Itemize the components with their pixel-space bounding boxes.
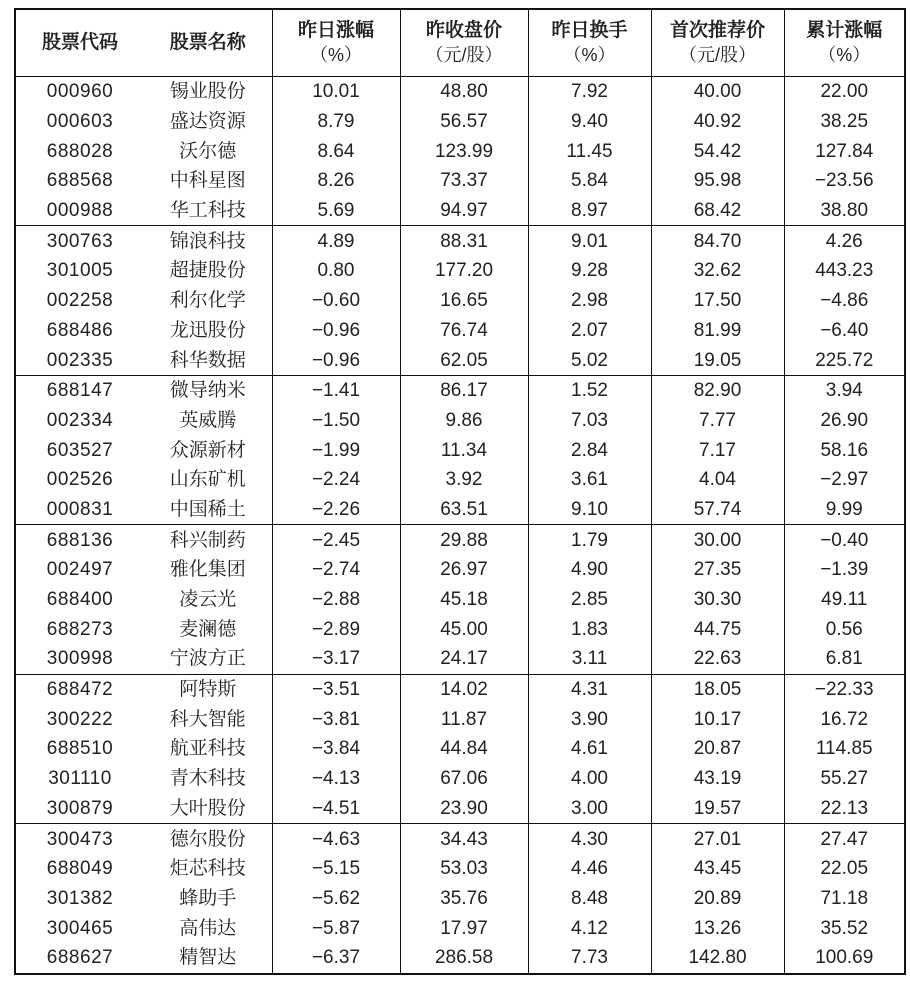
stock-code-cell: 300998: [15, 644, 144, 674]
recommend-price-cell: 82.90: [651, 375, 784, 405]
table-row: [15, 555, 905, 585]
recommend-price-cell: 95.98: [651, 166, 784, 196]
recommend-price-cell: 27.01: [651, 824, 784, 854]
stock-code-cell: 002335: [15, 345, 144, 375]
close-price-cell: 53.03: [400, 854, 528, 884]
turnover-cell: 9.10: [528, 495, 651, 525]
stock-code-cell: 688273: [15, 614, 144, 644]
stock-name-cell: 锡业股份: [169, 81, 246, 103]
turnover-cell: 9.40: [528, 107, 651, 137]
stock-name-cell: 精智达: [144, 943, 272, 974]
change-cell: 5.69: [272, 196, 400, 226]
cumulative-change-cell: −4.86: [784, 286, 905, 316]
stock-name-cell: 锦浪科技: [169, 230, 246, 252]
cumulative-change-cell: 58.16: [784, 435, 905, 465]
table-row: [15, 704, 905, 734]
recommend-price-cell: 44.75: [651, 614, 784, 644]
recommend-price-cell: 19.57: [651, 794, 784, 824]
stock-name-cell: 沃尔德: [179, 140, 237, 162]
cumulative-change-cell: 16.72: [784, 704, 905, 734]
change-cell: −0.96: [272, 345, 400, 375]
turnover-cell: 4.46: [528, 854, 651, 884]
stock-code-cell: 000988: [15, 196, 144, 226]
change-cell: −0.96: [272, 316, 400, 346]
close-price-cell: 88.31: [400, 226, 528, 256]
change-cell: −5.62: [272, 884, 400, 914]
stock-name-cell: 高伟达: [179, 917, 237, 939]
table-row: [15, 644, 905, 674]
change-cell: −3.81: [272, 704, 400, 734]
turnover-cell: 3.90: [528, 704, 651, 734]
stock-name-cell: 炬芯科技: [169, 858, 246, 880]
close-price-cell: 177.20: [400, 256, 528, 286]
close-price-cell: 3.92: [400, 465, 528, 495]
cumulative-change-cell: −0.40: [784, 525, 905, 555]
recommend-price-cell: 43.19: [651, 764, 784, 794]
turnover-cell: 5.84: [528, 166, 651, 196]
cumulative-change-cell: 38.25: [784, 107, 905, 137]
stock-code-cell: 688486: [15, 316, 144, 346]
turnover-cell: 4.31: [528, 674, 651, 704]
turnover-cell: 4.00: [528, 764, 651, 794]
cumulative-change-cell: 3.94: [784, 375, 905, 405]
recommend-price-cell: 13.26: [651, 913, 784, 943]
stock-name-cell: 科华数据: [144, 345, 272, 375]
stock-name-cell: 蜂助手: [179, 887, 237, 909]
stock-code-cell: 688568: [15, 166, 144, 196]
header-stock-code: 股票代码: [15, 9, 144, 77]
table-row: [15, 406, 905, 436]
stock-code-cell: 300465: [15, 913, 144, 943]
turnover-cell: 8.97: [528, 196, 651, 226]
stock-code-cell: 300222: [15, 704, 144, 734]
cumulative-change-cell: 49.11: [784, 585, 905, 615]
cumulative-change-cell: 35.52: [784, 913, 905, 943]
stock-name-cell: 华工科技: [144, 196, 272, 226]
cumulative-change-cell: 22.05: [784, 854, 905, 884]
table-row: [15, 943, 905, 974]
stock-code-cell: 688400: [15, 585, 144, 615]
recommend-price-cell: 43.45: [651, 854, 784, 884]
stock-code-cell: 301110: [15, 764, 144, 794]
header-first-recommend-price: 首次推荐价 （元/股）: [651, 9, 784, 77]
recommend-price-cell: 22.63: [651, 644, 784, 674]
stock-name-cell: 超捷股份: [169, 260, 246, 282]
stock-code-cell: 603527: [15, 435, 144, 465]
stock-name-cell: 航亚科技: [169, 738, 246, 760]
recommend-price-cell: 19.05: [651, 345, 784, 375]
header-stock-name: 股票名称: [144, 9, 272, 77]
turnover-cell: 9.28: [528, 256, 651, 286]
turnover-cell: 3.00: [528, 794, 651, 824]
close-price-cell: 286.58: [400, 943, 528, 974]
table-row: [15, 794, 905, 824]
stock-code-cell: 688147: [15, 375, 144, 405]
change-cell: 10.01: [272, 77, 400, 107]
table-row: [15, 854, 905, 884]
recommend-price-cell: 27.35: [651, 555, 784, 585]
change-cell: −2.45: [272, 525, 400, 555]
table-row: [15, 764, 905, 794]
change-cell: 8.79: [272, 107, 400, 137]
stock-name-cell: 利尔化学: [169, 290, 246, 312]
cumulative-change-cell: −1.39: [784, 555, 905, 585]
stock-code-cell: 002526: [15, 465, 144, 495]
stock-name-cell: 龙迅股份: [169, 319, 246, 341]
change-cell: −4.63: [272, 824, 400, 854]
recommend-price-cell: 40.00: [651, 77, 784, 107]
table-row: [15, 107, 905, 137]
header-turnover: 昨日换手 （%）: [528, 9, 651, 77]
close-price-cell: 35.76: [400, 884, 528, 914]
stock-name-cell: 微导纳米: [169, 380, 246, 402]
stock-name-cell: 凌云光: [179, 589, 237, 611]
change-cell: −1.41: [272, 375, 400, 405]
close-price-cell: 67.06: [400, 764, 528, 794]
close-price-cell: 9.86: [400, 406, 528, 436]
close-price-cell: 24.17: [400, 644, 528, 674]
stock-name-cell: 科大智能: [169, 708, 246, 730]
table-row: [15, 316, 905, 346]
turnover-cell: 4.12: [528, 913, 651, 943]
turnover-cell: 8.48: [528, 884, 651, 914]
turnover-cell: 9.01: [528, 226, 651, 256]
cumulative-change-cell: 114.85: [784, 734, 905, 764]
change-cell: −1.99: [272, 435, 400, 465]
turnover-cell: 2.98: [528, 286, 651, 316]
table-row: [15, 913, 905, 943]
stock-name-cell: 盛达资源: [169, 111, 246, 133]
change-cell: −2.74: [272, 555, 400, 585]
stock-name-cell: 中科星图: [169, 170, 246, 192]
stock-name-cell: 德尔股份: [169, 828, 246, 850]
change-cell: 8.26: [272, 166, 400, 196]
table-row: [15, 465, 905, 495]
recommend-price-cell: 4.04: [651, 465, 784, 495]
turnover-cell: 3.61: [528, 465, 651, 495]
table-row: [15, 884, 905, 914]
table-row: [15, 345, 905, 375]
stock-code-cell: 002258: [15, 286, 144, 316]
cumulative-change-cell: −6.40: [784, 316, 905, 346]
cumulative-change-cell: 225.72: [784, 345, 905, 375]
change-cell: −1.50: [272, 406, 400, 436]
recommend-price-cell: 18.05: [651, 674, 784, 704]
close-price-cell: 23.90: [400, 794, 528, 824]
close-price-cell: 45.00: [400, 614, 528, 644]
close-price-cell: 11.34: [400, 435, 528, 465]
change-cell: 0.80: [272, 256, 400, 286]
stock-code-cell: 000960: [15, 77, 144, 107]
recommend-price-cell: 30.00: [651, 525, 784, 555]
close-price-cell: 45.18: [400, 585, 528, 615]
table-row: [15, 614, 905, 644]
change-cell: −4.13: [272, 764, 400, 794]
cumulative-change-cell: 127.84: [784, 136, 905, 166]
header-close-price: 昨收盘价 （元/股）: [400, 9, 528, 77]
cumulative-change-cell: 26.90: [784, 406, 905, 436]
header-change: 昨日涨幅 （%）: [272, 9, 400, 77]
cumulative-change-cell: 22.13: [784, 794, 905, 824]
stock-name-cell: 众源新材: [169, 439, 246, 461]
close-price-cell: 73.37: [400, 166, 528, 196]
stock-code-cell: 688028: [15, 136, 144, 166]
header-row: [15, 9, 905, 77]
stock-name-cell: 中国稀土: [144, 495, 272, 525]
table-row: [15, 435, 905, 465]
close-price-cell: 34.43: [400, 824, 528, 854]
stock-code-cell: 000831: [15, 495, 144, 525]
table-row: [15, 525, 905, 555]
change-cell: −6.37: [272, 943, 400, 974]
cumulative-change-cell: −23.56: [784, 166, 905, 196]
close-price-cell: 11.87: [400, 704, 528, 734]
table-body: [15, 77, 905, 974]
change-cell: −2.24: [272, 465, 400, 495]
cumulative-change-cell: 443.23: [784, 256, 905, 286]
turnover-cell: 1.83: [528, 614, 651, 644]
close-price-cell: 56.57: [400, 107, 528, 137]
table-row: [15, 226, 905, 256]
recommend-price-cell: 142.80: [651, 943, 784, 974]
stock-name-cell: 雅化集团: [169, 559, 246, 581]
stock-code-cell: 688136: [15, 525, 144, 555]
turnover-cell: 2.85: [528, 585, 651, 615]
header-cumulative-change: 累计涨幅 （%）: [784, 9, 905, 77]
close-price-cell: 17.97: [400, 913, 528, 943]
stock-code-cell: 000603: [15, 107, 144, 137]
turnover-cell: 1.79: [528, 525, 651, 555]
stock-name-cell: 青木科技: [169, 768, 246, 790]
close-price-cell: 63.51: [400, 495, 528, 525]
stock-code-cell: 688510: [15, 734, 144, 764]
recommend-price-cell: 20.89: [651, 884, 784, 914]
cumulative-change-cell: 0.56: [784, 614, 905, 644]
cumulative-change-cell: 38.80: [784, 196, 905, 226]
stock-code-cell: 688049: [15, 854, 144, 884]
recommend-price-cell: 10.17: [651, 704, 784, 734]
table-row: [15, 375, 905, 405]
table-row: [15, 256, 905, 286]
table-row: [15, 286, 905, 316]
recommend-price-cell: 17.50: [651, 286, 784, 316]
close-price-cell: 26.97: [400, 555, 528, 585]
table-row: [15, 734, 905, 764]
cumulative-change-cell: 71.18: [784, 884, 905, 914]
stock-code-cell: 688472: [15, 674, 144, 704]
stock-name-cell: 英威腾: [179, 409, 237, 431]
turnover-cell: 11.45: [528, 136, 651, 166]
table-row: [15, 585, 905, 615]
change-cell: 4.89: [272, 226, 400, 256]
stock-name-cell: 宁波方正: [144, 644, 272, 674]
recommend-price-cell: 84.70: [651, 226, 784, 256]
stock-code-cell: 300763: [15, 226, 144, 256]
stock-name-cell: 麦澜德: [179, 618, 237, 640]
cumulative-change-cell: 27.47: [784, 824, 905, 854]
stock-code-cell: 300879: [15, 794, 144, 824]
turnover-cell: 3.11: [528, 644, 651, 674]
change-cell: −5.15: [272, 854, 400, 884]
recommend-price-cell: 54.42: [651, 136, 784, 166]
cumulative-change-cell: 55.27: [784, 764, 905, 794]
close-price-cell: 94.97: [400, 196, 528, 226]
cumulative-change-cell: 22.00: [784, 77, 905, 107]
turnover-cell: 2.84: [528, 435, 651, 465]
cumulative-change-cell: −2.97: [784, 465, 905, 495]
close-price-cell: 123.99: [400, 136, 528, 166]
table-row: [15, 495, 905, 525]
recommend-price-cell: 20.87: [651, 734, 784, 764]
table-row: [15, 166, 905, 196]
turnover-cell: 7.03: [528, 406, 651, 436]
stock-code-cell: 688627: [15, 943, 144, 974]
recommend-price-cell: 57.74: [651, 495, 784, 525]
turnover-cell: 1.52: [528, 375, 651, 405]
change-cell: −4.51: [272, 794, 400, 824]
close-price-cell: 14.02: [400, 674, 528, 704]
table-row: [15, 136, 905, 166]
turnover-cell: 4.61: [528, 734, 651, 764]
stock-code-cell: 300473: [15, 824, 144, 854]
stock-name-cell: 科兴制药: [169, 529, 246, 551]
change-cell: 8.64: [272, 136, 400, 166]
turnover-cell: 2.07: [528, 316, 651, 346]
table-row: [15, 824, 905, 854]
recommend-price-cell: 40.92: [651, 107, 784, 137]
stock-name-cell: 大叶股份: [144, 794, 272, 824]
turnover-cell: 5.02: [528, 345, 651, 375]
recommend-price-cell: 7.77: [651, 406, 784, 436]
cumulative-change-cell: 9.99: [784, 495, 905, 525]
stock-name-cell: 阿特斯: [179, 679, 237, 701]
close-price-cell: 16.65: [400, 286, 528, 316]
close-price-cell: 48.80: [400, 77, 528, 107]
recommend-price-cell: 7.17: [651, 435, 784, 465]
change-cell: −2.88: [272, 585, 400, 615]
recommend-price-cell: 68.42: [651, 196, 784, 226]
cumulative-change-cell: −22.33: [784, 674, 905, 704]
change-cell: −2.26: [272, 495, 400, 525]
turnover-cell: 4.90: [528, 555, 651, 585]
close-price-cell: 44.84: [400, 734, 528, 764]
close-price-cell: 76.74: [400, 316, 528, 346]
close-price-cell: 29.88: [400, 525, 528, 555]
close-price-cell: 86.17: [400, 375, 528, 405]
table-row: [15, 196, 905, 226]
cumulative-change-cell: 6.81: [784, 644, 905, 674]
recommend-price-cell: 30.30: [651, 585, 784, 615]
close-price-cell: 62.05: [400, 345, 528, 375]
recommend-price-cell: 32.62: [651, 256, 784, 286]
change-cell: −3.17: [272, 644, 400, 674]
table-row: [15, 77, 905, 107]
change-cell: −5.87: [272, 913, 400, 943]
turnover-cell: 4.30: [528, 824, 651, 854]
stock-table: [14, 8, 906, 975]
turnover-cell: 7.73: [528, 943, 651, 974]
stock-code-cell: 301382: [15, 884, 144, 914]
turnover-cell: 7.92: [528, 77, 651, 107]
cumulative-change-cell: 100.69: [784, 943, 905, 974]
stock-code-cell: 301005: [15, 256, 144, 286]
change-cell: −0.60: [272, 286, 400, 316]
stock-code-cell: 002497: [15, 555, 144, 585]
stock-name-cell: 山东矿机: [169, 469, 246, 491]
table-row: [15, 674, 905, 704]
recommend-price-cell: 81.99: [651, 316, 784, 346]
change-cell: −3.51: [272, 674, 400, 704]
cumulative-change-cell: 4.26: [784, 226, 905, 256]
stock-code-cell: 002334: [15, 406, 144, 436]
change-cell: −2.89: [272, 614, 400, 644]
change-cell: −3.84: [272, 734, 400, 764]
